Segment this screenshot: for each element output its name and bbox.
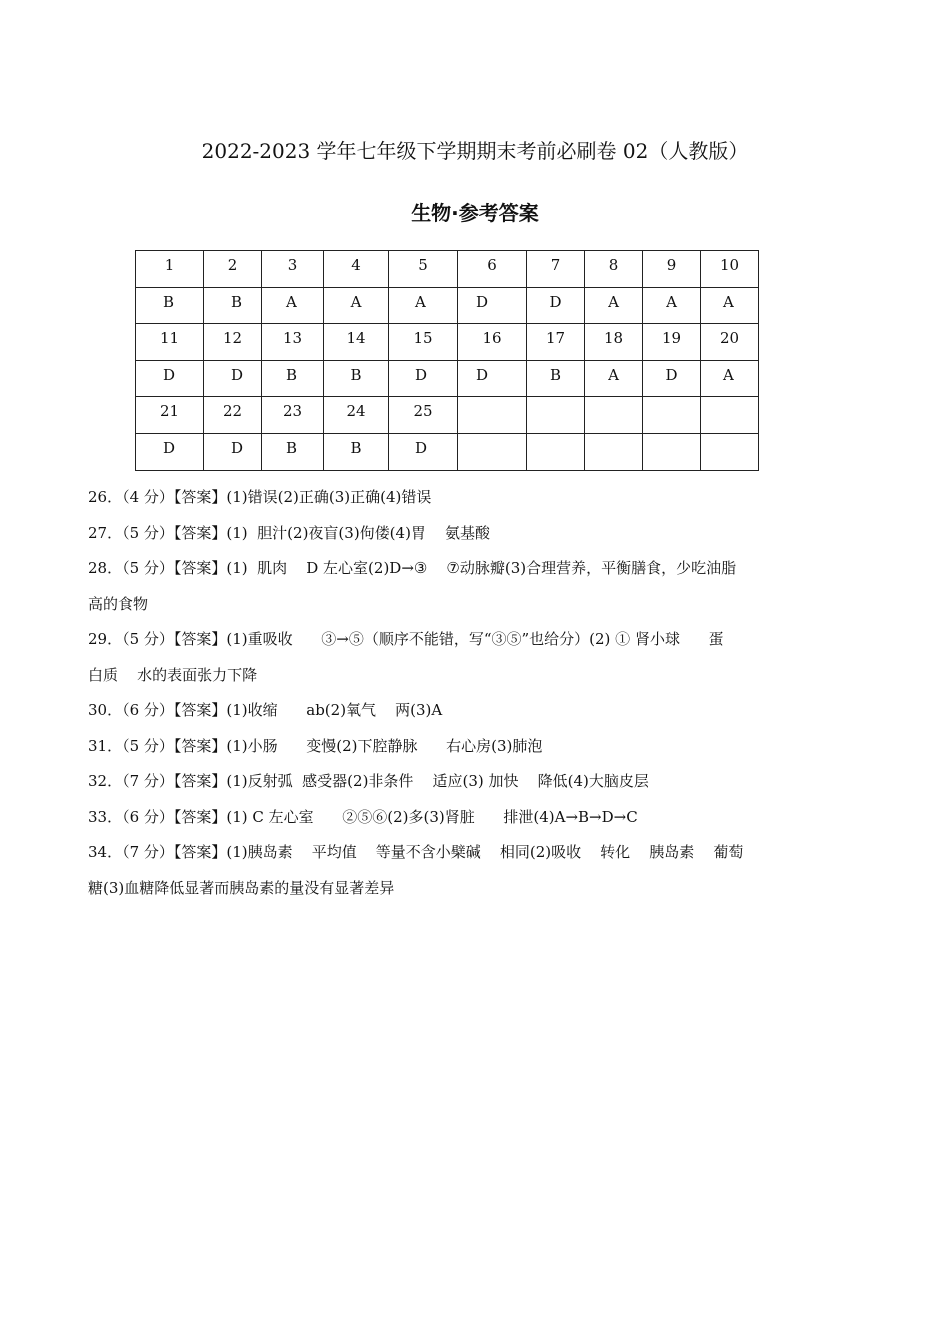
answer-item	[88, 729, 818, 765]
table-cell	[643, 433, 701, 470]
table-cell: 19	[643, 324, 701, 361]
table-cell: A	[701, 287, 759, 324]
answer-line: 28．（5 分）【答案】(1) 肌肉 D 左心室(2)D→③ ⑦动脉瓣(3)合理营养，平衡膳食，少吃油脂	[88, 559, 737, 577]
table-cell	[585, 433, 643, 470]
table-row	[136, 360, 759, 397]
table-row	[136, 324, 759, 361]
table-row	[136, 433, 759, 470]
answer-line: 高的食物	[88, 594, 149, 613]
table-cell: 12	[204, 324, 262, 361]
table-cell: A	[324, 287, 389, 324]
table-cell	[527, 397, 585, 434]
answer-line: 32．（7 分）【答案】(1)反射弧 感受器(2)非条件 适应(3) 加快 降低(4)大脑皮层	[88, 772, 649, 790]
table-cell: A	[262, 287, 324, 324]
table-cell: B	[204, 287, 262, 324]
answer-item	[88, 835, 818, 906]
table-cell: 23	[262, 397, 324, 434]
table-cell: 4	[324, 251, 389, 288]
table-cell: 6	[458, 251, 527, 288]
table-cell: A	[585, 360, 643, 397]
table-cell: 15	[389, 324, 458, 361]
table-cell: 9	[643, 251, 701, 288]
answer-line: 29．（5 分）【答案】(1)重吸收 ③→⑤（顺序不能错，写“③⑤”也给分）(2) ① 肾小球 蛋	[88, 630, 724, 648]
table-cell	[458, 433, 527, 470]
table-cell: B	[262, 433, 324, 470]
table-cell: 25	[389, 397, 458, 434]
table-cell: B	[324, 433, 389, 470]
table-cell: A	[585, 287, 643, 324]
table-cell: 21	[136, 397, 204, 434]
answer-item	[88, 551, 818, 622]
table-cell: D	[389, 433, 458, 470]
answer-line: 33．（6 分）【答案】(1) C 左心室 ②⑤⑥(2)多(3)肾脏 排泄(4)A→B→D→C	[88, 807, 638, 826]
table-cell: A	[701, 360, 759, 397]
table-cell: 11	[136, 324, 204, 361]
table-cell: D	[136, 360, 204, 397]
answer-table	[135, 250, 759, 471]
table-cell: D	[204, 433, 262, 470]
table-row	[136, 397, 759, 434]
answer-list	[88, 480, 818, 906]
answer-line: 30．（6 分）【答案】(1)收缩 ab(2)氧气 两(3)A	[88, 701, 443, 719]
table-cell	[643, 397, 701, 434]
answer-item	[88, 693, 818, 729]
table-cell: A	[389, 287, 458, 324]
answer-line: 26．（4 分）【答案】(1)错误(2)正确(3)正确(4)错误	[88, 488, 432, 506]
table-row	[136, 251, 759, 288]
table-cell: 1	[136, 251, 204, 288]
table-cell: 17	[527, 324, 585, 361]
answer-line: 白质 水的表面张力下降	[88, 665, 258, 684]
table-cell: B	[136, 287, 204, 324]
answer-item	[88, 764, 818, 800]
table-cell: 18	[585, 324, 643, 361]
table-cell: 16	[458, 324, 527, 361]
table-cell: D	[643, 360, 701, 397]
answer-line: 糖(3)血糖降低显著而胰岛素的量没有显著差异	[88, 878, 395, 897]
table-cell: 8	[585, 251, 643, 288]
table-cell: B	[324, 360, 389, 397]
answer-item	[88, 480, 818, 516]
answer-line: 27．（5 分）【答案】(1) 胆汁(2)夜盲(3)佝偻(4)胃 氨基酸	[88, 523, 490, 542]
table-cell: 10	[701, 251, 759, 288]
table-cell	[527, 433, 585, 470]
table-cell: D	[204, 360, 262, 397]
table-cell: B	[527, 360, 585, 397]
table-cell: 20	[701, 324, 759, 361]
table-row	[136, 287, 759, 324]
table-cell: 7	[527, 251, 585, 288]
table-cell: D	[389, 360, 458, 397]
table-cell	[585, 397, 643, 434]
table-cell: 3	[262, 251, 324, 288]
table-cell	[458, 397, 527, 434]
answer-line: 31．（5 分）【答案】(1)小肠 变慢(2)下腔静脉 右心房(3)肺泡	[88, 736, 543, 755]
table-cell	[701, 397, 759, 434]
table-cell: 22	[204, 397, 262, 434]
document-subtitle: 生物·参考答案	[411, 201, 539, 225]
table-cell: 5	[389, 251, 458, 288]
table-cell: 13	[262, 324, 324, 361]
table-cell: 14	[324, 324, 389, 361]
table-cell: 2	[204, 251, 262, 288]
table-cell: B	[262, 360, 324, 397]
answer-item	[88, 800, 818, 836]
document-title: 2022-2023 学年七年级下学期期末考前必刷卷 02（人教版）	[201, 139, 749, 163]
answer-item	[88, 516, 818, 552]
answer-line: 34．（7 分）【答案】(1)胰岛素 平均值 等量不含小檗碱 相同(2)吸收 转化 胰岛素 葡萄	[88, 843, 744, 861]
table-cell: D	[458, 360, 527, 397]
table-cell	[701, 433, 759, 470]
table-cell: A	[643, 287, 701, 324]
table-cell: D	[458, 287, 527, 324]
answer-item	[88, 622, 818, 693]
table-cell: 24	[324, 397, 389, 434]
table-cell: D	[527, 287, 585, 324]
table-cell: D	[136, 433, 204, 470]
